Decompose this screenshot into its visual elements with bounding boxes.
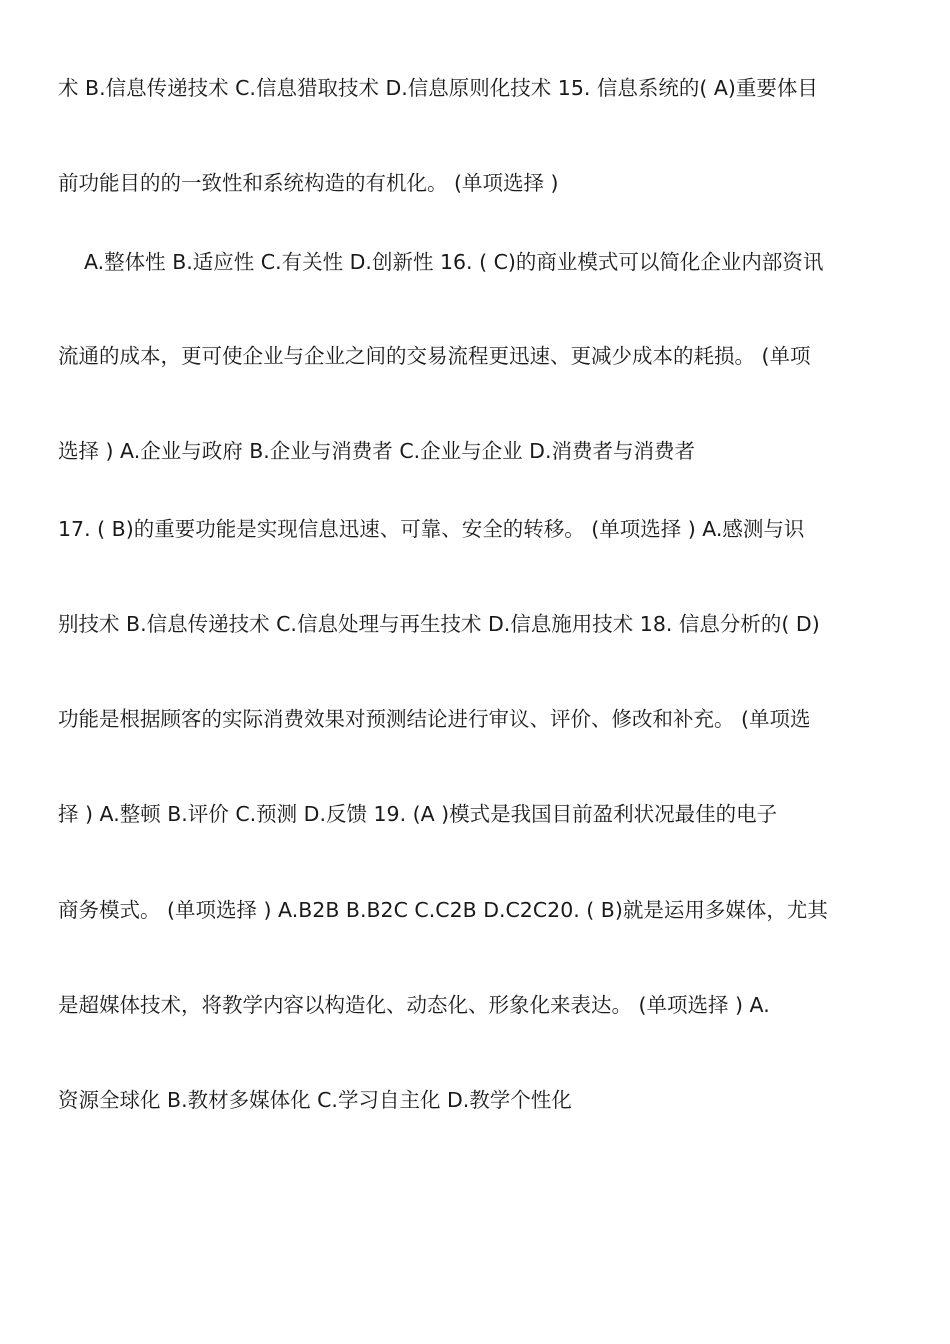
text-line: 17. ( B)的重要功能是实现信息迅速、可靠、安全的转移。 (单项选择 ) A.感测与识 bbox=[58, 517, 805, 541]
text-line: 择 ) A.整顿 B.评价 C.预测 D.反馈 19. (A )模式是我国目前盈利状况最佳的电子 bbox=[58, 802, 778, 826]
text-line: 功能是根据顾客的实际消费效果对预测结论进行审议、评价、修改和补充。 (单项选 bbox=[58, 707, 811, 731]
text-line: 商务模式。 (单项选择 ) A.B2B B.B2C C.C2B D.C2C20. ( B)就是运用多媒体，尤其 bbox=[58, 898, 828, 922]
text-line: 别技术 B.信息传递技术 C.信息处理与再生技术 D.信息施用技术 18. 信息分析的( D) bbox=[58, 612, 820, 636]
text-line: 流通的成本，更可使企业与企业之间的交易流程更迅速、更减少成本的耗损。 (单项 bbox=[58, 344, 811, 368]
text-line: 前功能目的的一致性和系统构造的有机化。 (单项选择 ) bbox=[58, 171, 559, 195]
text-line: 资源全球化 B.教材多媒体化 C.学习自主化 D.教学个性化 bbox=[58, 1088, 572, 1112]
text-line: 选择 ) A.企业与政府 B.企业与消费者 C.企业与企业 D.消费者与消费者 bbox=[58, 439, 695, 463]
text-line: A.整体性 B.适应性 C.有关性 D.创新性 16. ( C)的商业模式可以简化企业内部资讯 bbox=[84, 250, 824, 274]
text-line: 术 B.信息传递技术 C.信息猎取技术 D.信息原则化技术 15. 信息系统的( A)重要体目 bbox=[58, 76, 818, 100]
text-line: 是超媒体技术，将教学内容以构造化、动态化、形象化来表达。 (单项选择 ) A. bbox=[58, 993, 770, 1017]
